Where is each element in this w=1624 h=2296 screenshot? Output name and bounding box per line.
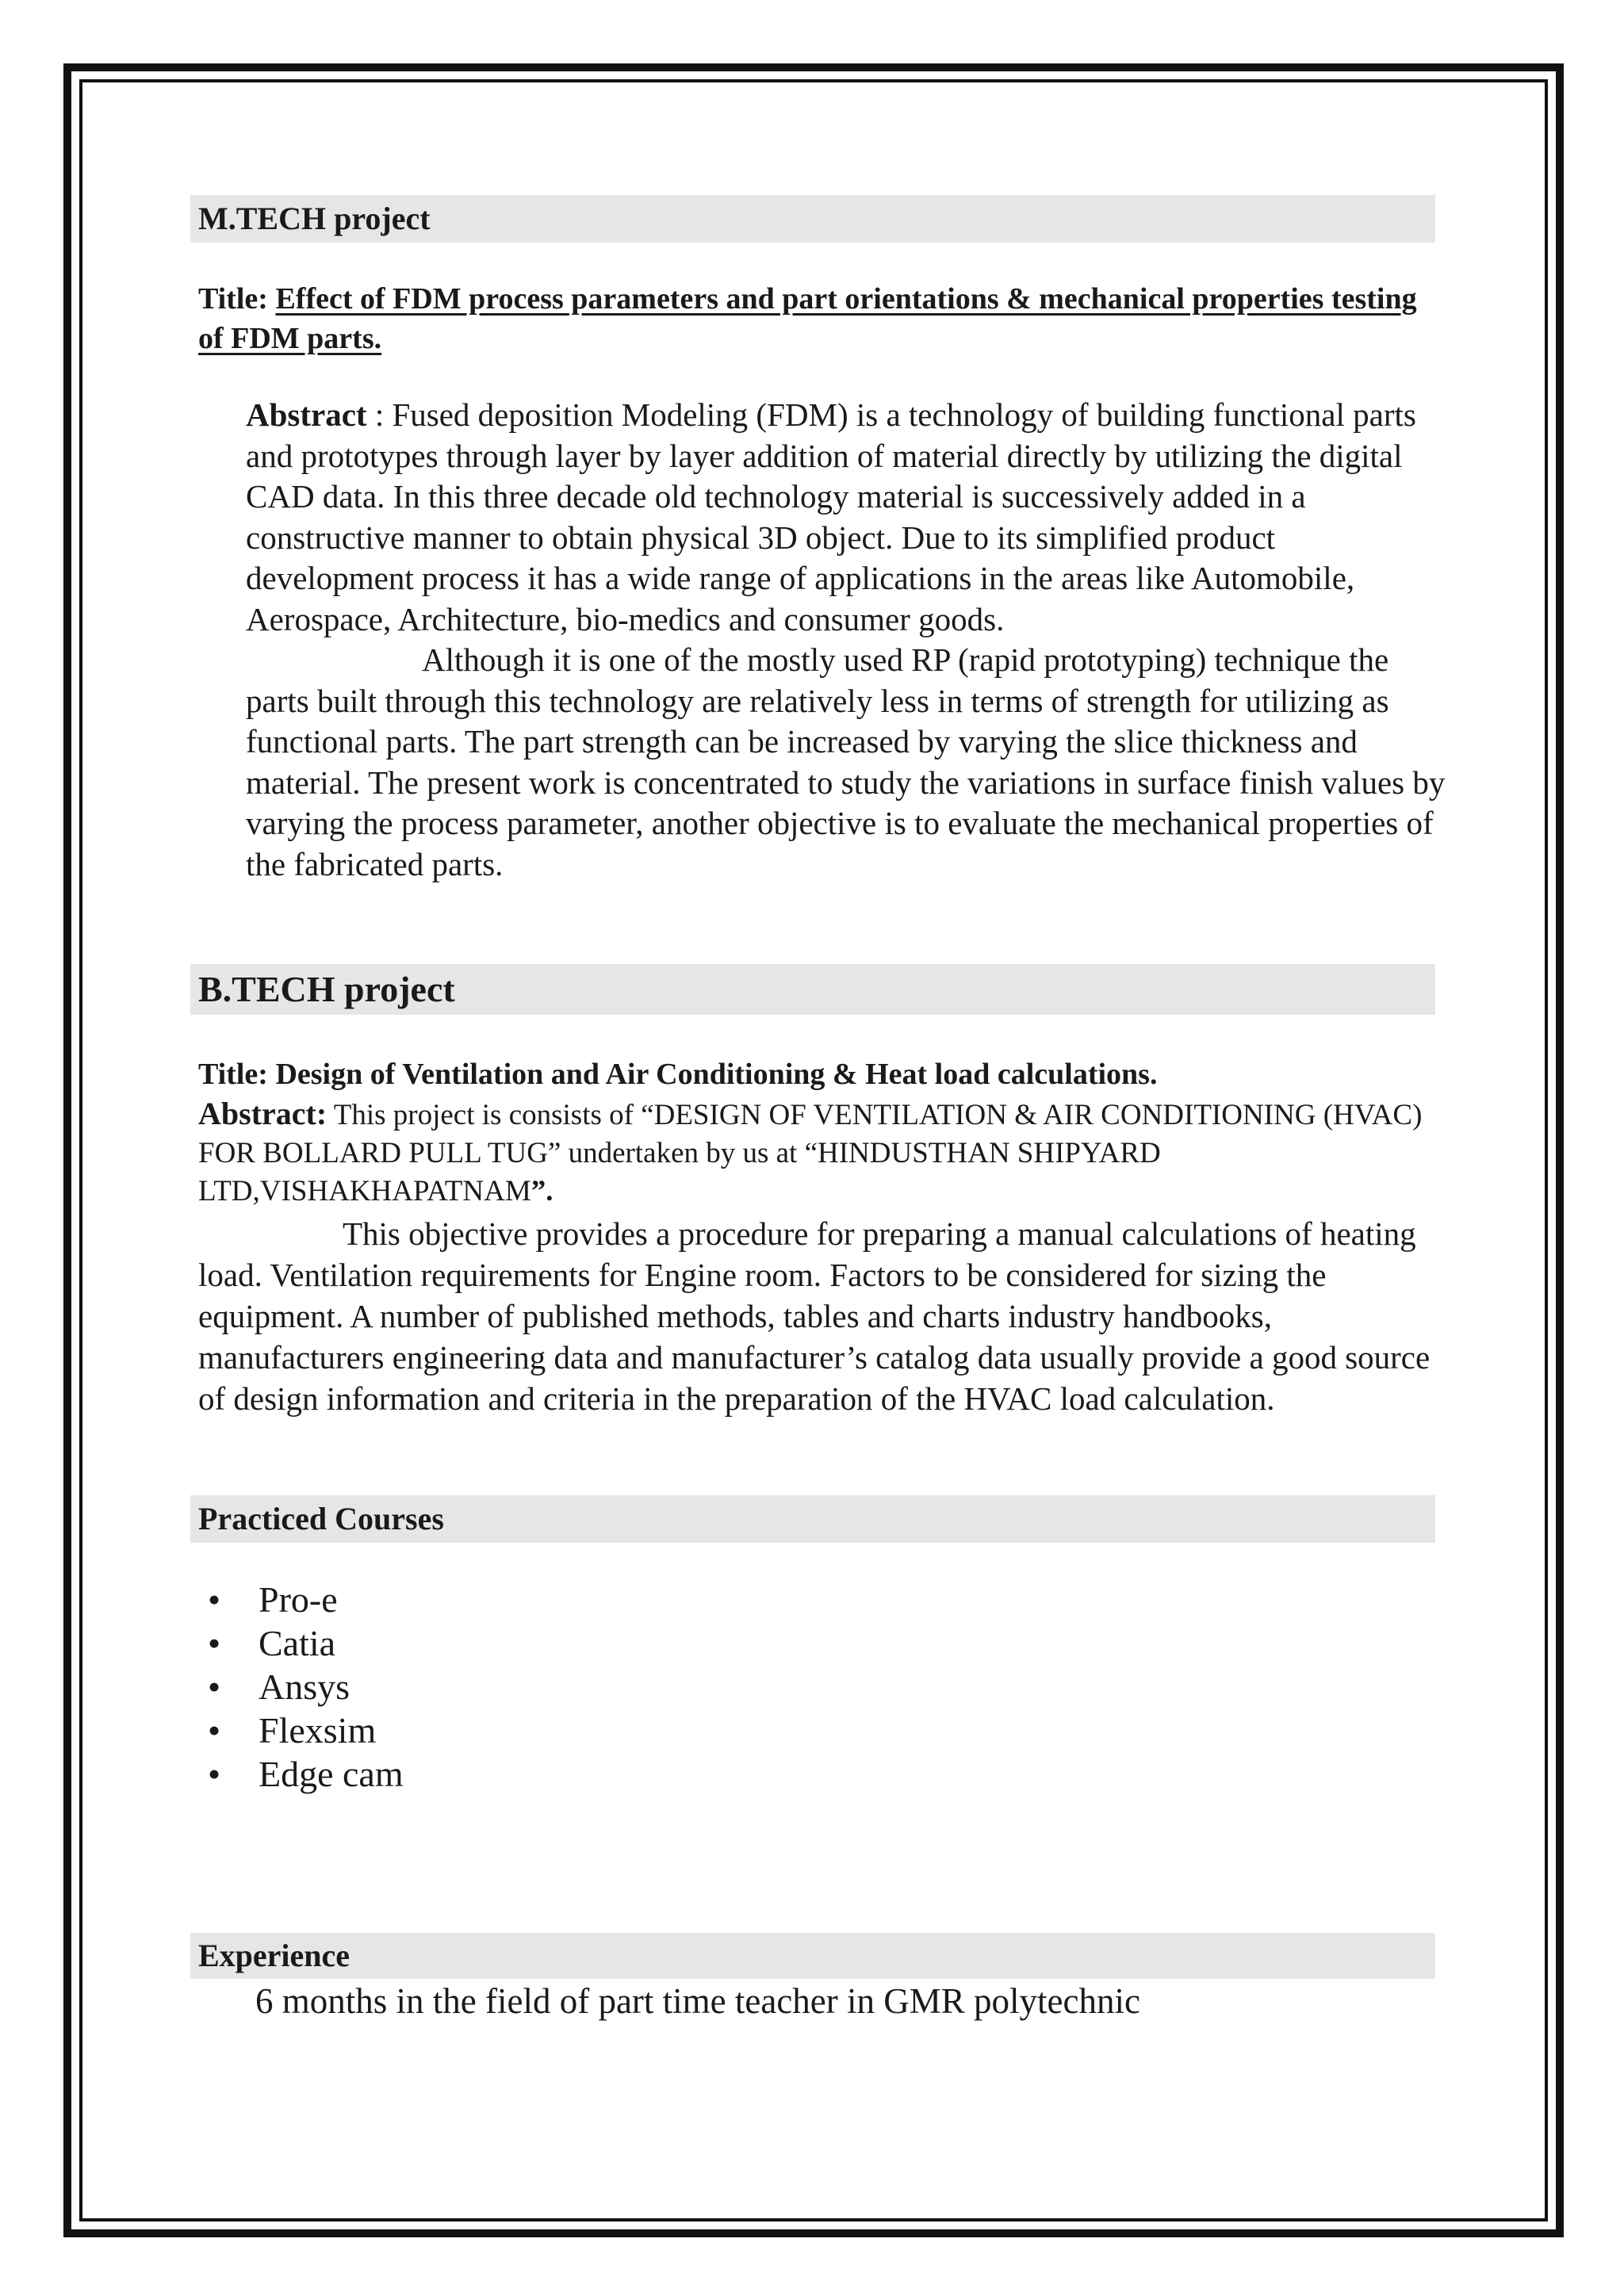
- btech-abstract-text: This project is consists of “DESIGN OF VENTILATION & AIR CONDITIONING (HVAC) FOR BOLLARD PULL TUG” undertaken by us at “HINDUSTHAN SHIPYARD LTD,VISHAKHAPATNAM: [198, 1099, 1423, 1207]
- bullet-icon: •: [208, 1710, 221, 1751]
- list-item: [208, 1752, 404, 1796]
- mtech-title-text: Effect of FDM process parameters and part orientations & mechanical properties testing of FDM parts.: [198, 282, 1417, 355]
- btech-heading: B.TECH project: [190, 964, 1435, 1015]
- courses-list: [208, 1578, 404, 1796]
- btech-body-text: This objective provides a procedure for preparing a manual calculations of heating load. Ventilation requirements for Engine room. Factors to be considered for sizing the equipment. A number of published methods, tables and charts industry handbooks, manufacturers engineering data and manufacturer’s catalog data usually provide a good source of design information and criteria in the preparation of the HVAC load calculation.: [198, 1215, 1431, 1417]
- experience-text: 6 months in the field of part time teacher in GMR polytechnic: [255, 1981, 1140, 2021]
- mtech-abstract-p2: Although it is one of the mostly used RP (rapid prototyping) technique the parts built through this technology are relatively less in terms of strength for utilizing as functional parts. The part strength can be increased by varying the slice thickness and material. The present work is concentrated to study the variations in surface finish values by varying the process parameter, another objective is to evaluate the mechanical properties of the fabricated parts.: [246, 641, 1446, 882]
- courses-heading: Practiced Courses: [190, 1495, 1435, 1543]
- course-name: Pro-e: [259, 1579, 338, 1620]
- btech-abstract: [198, 1095, 1435, 1211]
- bullet-icon: •: [208, 1667, 221, 1707]
- bullet-icon: •: [208, 1623, 221, 1663]
- btech-abstract-end: ”.: [530, 1175, 553, 1207]
- course-name: Edge cam: [259, 1754, 404, 1794]
- mtech-abstract-p1: [246, 395, 1451, 640]
- bullet-icon: •: [208, 1579, 221, 1620]
- mtech-title: [198, 279, 1435, 358]
- list-item: [208, 1665, 404, 1709]
- course-name: Catia: [259, 1623, 336, 1663]
- mtech-title-label: Title:: [198, 282, 276, 316]
- btech-title: Title: Design of Ventilation and Air Conditioning & Heat load calculations.: [198, 1058, 1158, 1091]
- bullet-icon: •: [208, 1754, 221, 1794]
- btech-body: [198, 1213, 1435, 1419]
- list-item: [208, 1621, 404, 1665]
- list-item: [208, 1578, 404, 1621]
- mtech-heading: M.TECH project: [190, 195, 1435, 243]
- list-item: [208, 1709, 404, 1752]
- mtech-abstract: [246, 395, 1451, 885]
- course-name: Flexsim: [259, 1710, 377, 1751]
- experience-heading: Experience: [190, 1933, 1435, 1979]
- mtech-abstract-label: Abstract: [246, 396, 367, 433]
- mtech-abstract-p1-text: : Fused deposition Modeling (FDM) is a technology of building functional parts and prototypes through layer by layer addition of material directly by utilizing the digital CAD data. In this three decade old technology material is successively added in a constructive manner to obtain physical 3D object. Due to its simplified product development process it has a wide range of applications in the areas like Automobile, Aerospace, Architecture, bio-medics and consumer goods.: [246, 396, 1416, 637]
- course-name: Ansys: [259, 1667, 350, 1707]
- btech-abstract-label: Abstract:: [198, 1096, 327, 1131]
